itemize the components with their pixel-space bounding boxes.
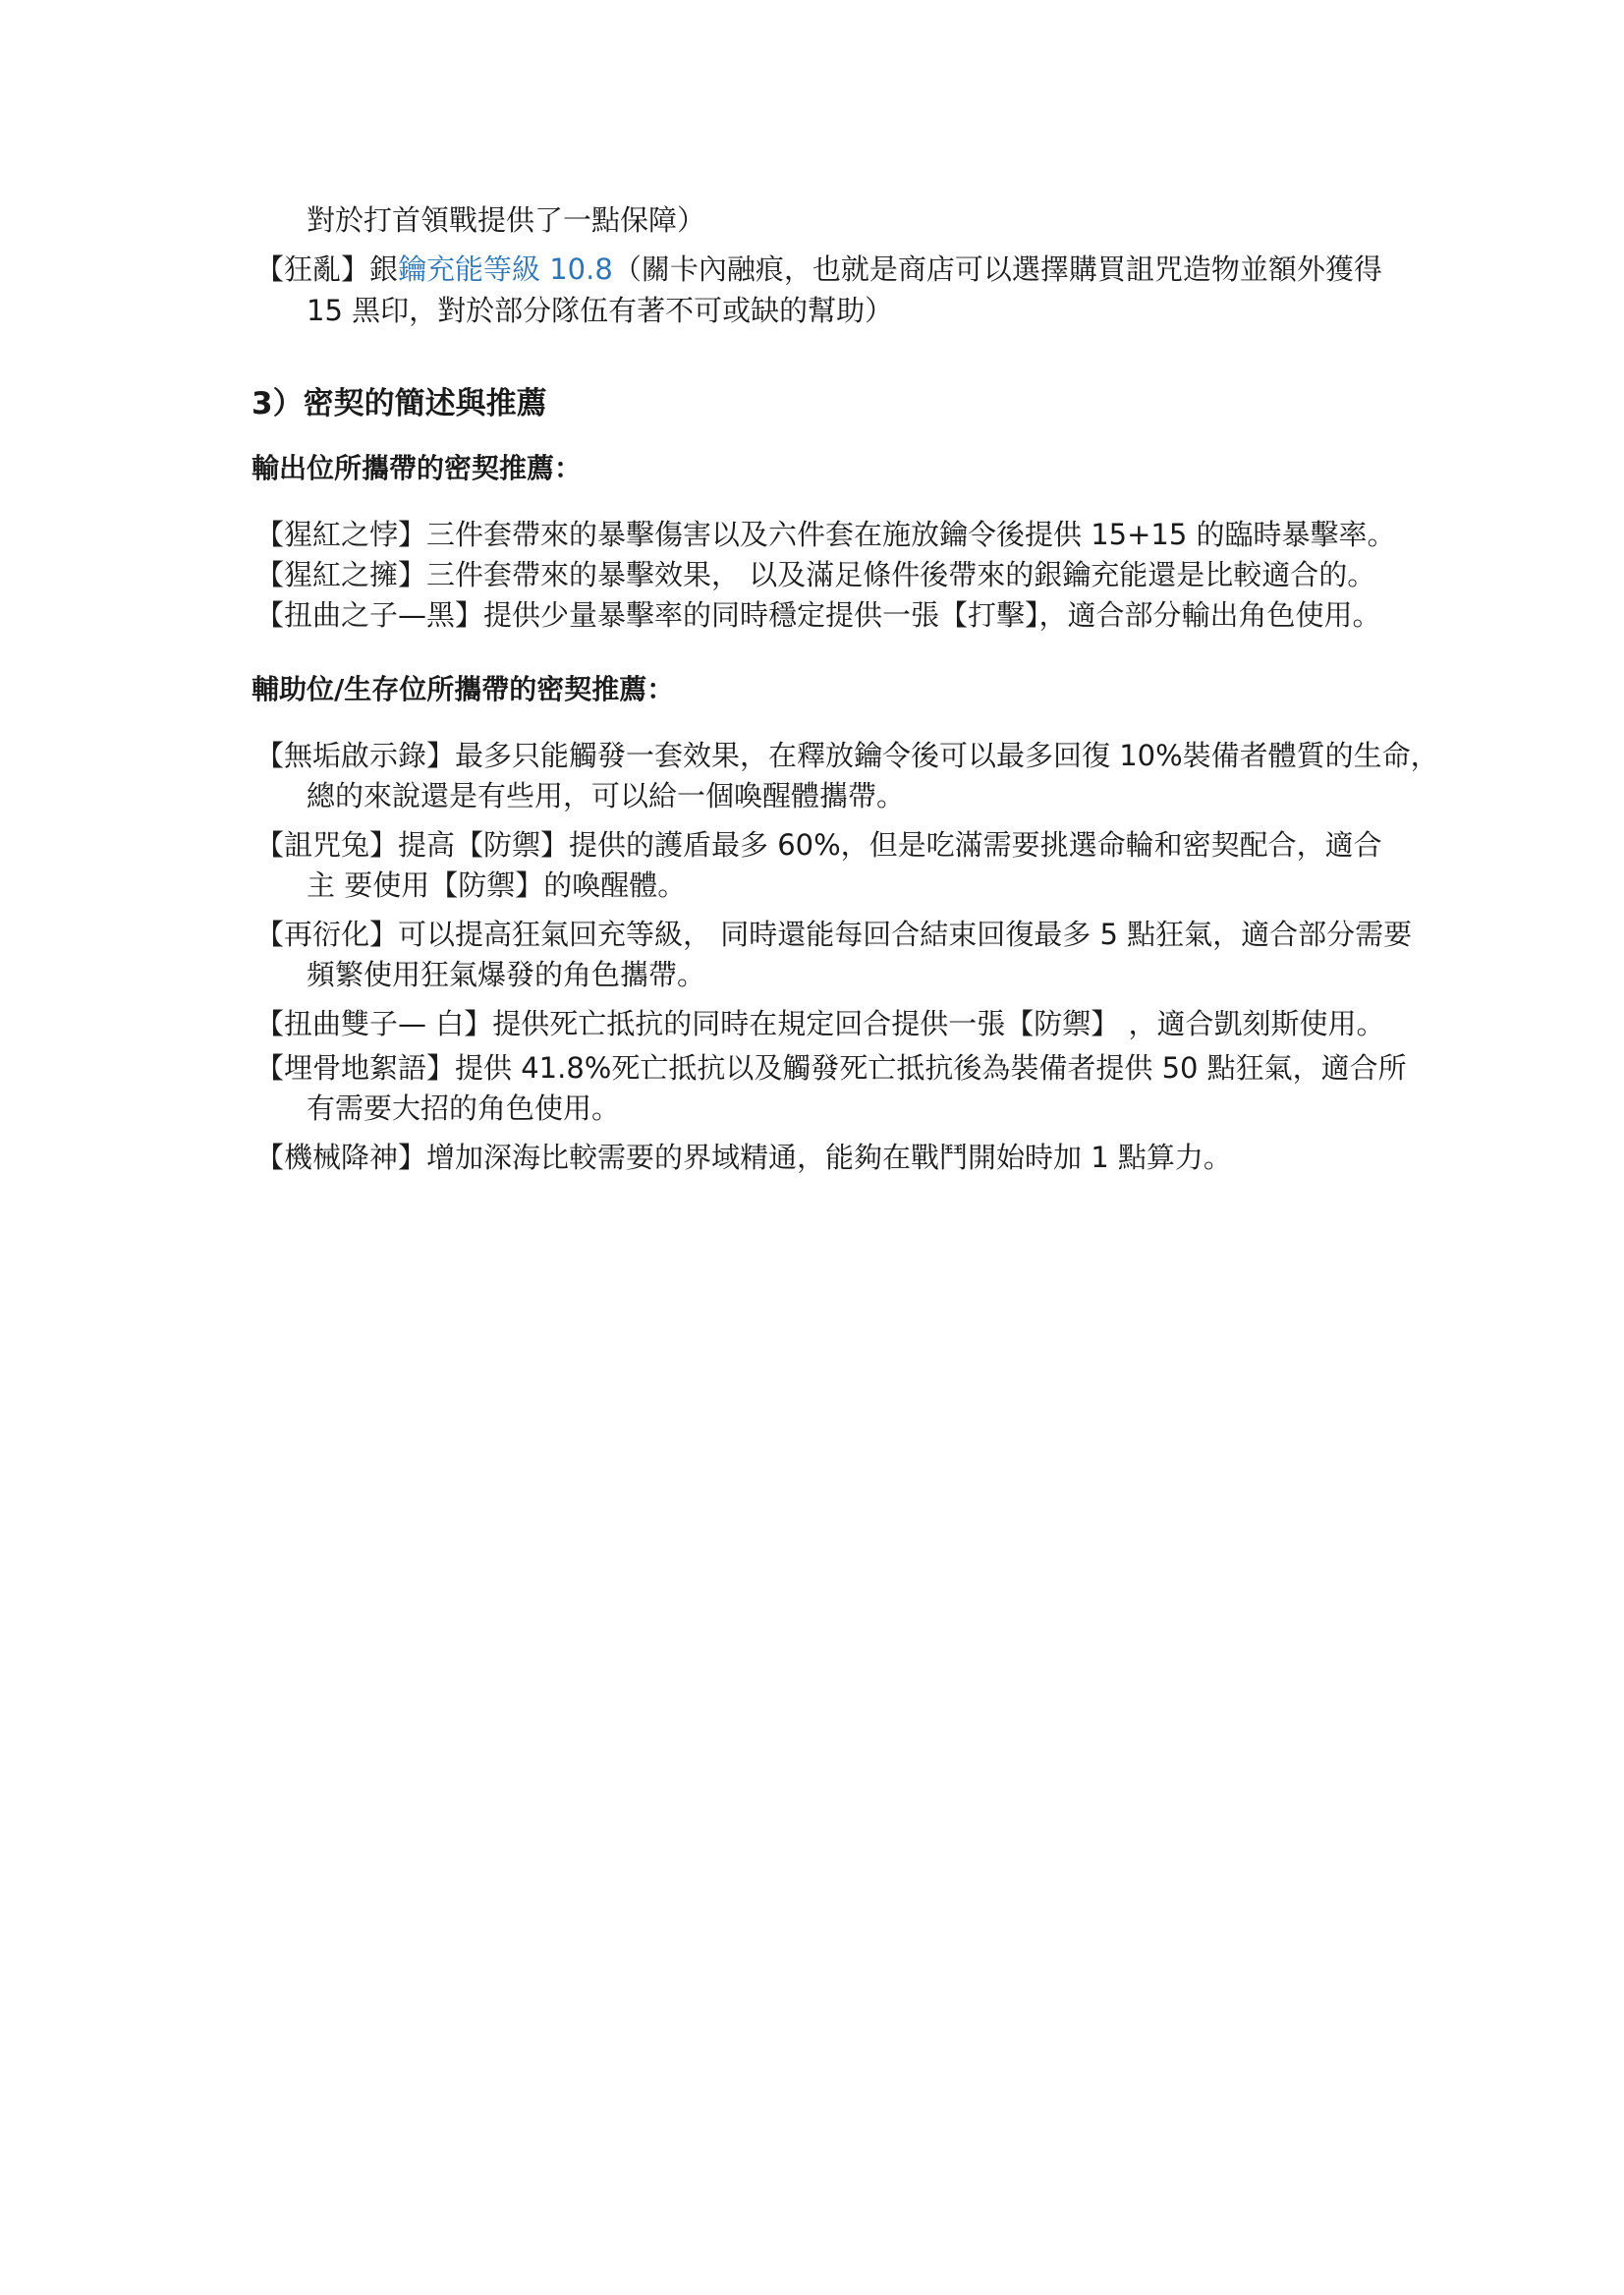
- intro-line-2: [255, 250, 1382, 289]
- support-item: 【埋骨地絮語】提供 41.8%死亡抵抗以及觸發死亡抵抗後為裝備者提供 50 點狂氣，適合所: [255, 1051, 1407, 1085]
- intro-line-2-suffix: （關卡內融痕，也就是商店可以選擇購買詛咒造物並額外獲得: [612, 252, 1382, 286]
- support-item: 【無垢啟示錄】最多只能觸發一套效果，在釋放鑰令後可以最多回復 10%裝備者體質的生命，: [255, 739, 1439, 772]
- support-item: 【機械降神】增加深海比較需要的界域精通，能夠在戰鬥開始時加 1 點算力。: [255, 1141, 1232, 1174]
- support-item-continued: 總的來說還是有些用，可以給一個喚醒體攜帶。: [307, 779, 906, 812]
- intro-line-3: 15 黑印，對於部分隊伍有著不可或缺的幫助）: [307, 294, 894, 327]
- support-item-continued: 頻繁使用狂氣爆發的角色攜帶。: [307, 958, 706, 991]
- output-item: 【扭曲之子—黑】提供少量暴擊率的同時穩定提供一張【打擊】，適合部分輸出角色使用。: [255, 598, 1381, 632]
- section-heading: 3）密契的簡述與推薦: [252, 386, 547, 421]
- support-heading: 輔助位/生存位所攜帶的密契推薦：: [252, 673, 675, 705]
- support-item: 【再衍化】可以提高狂氣回充等級， 同時還能每回合結束回復最多 5 點狂氣，適合部分需要: [255, 918, 1413, 951]
- output-item: 【猩紅之悖】三件套帶來的暴擊傷害以及六件套在施放鑰令後提供 15+15 的臨時暴擊率。: [255, 518, 1396, 551]
- support-item-continued: 有需要大招的角色使用。: [307, 1092, 621, 1125]
- support-item-continued: 主 要使用【防禦】的喚醒體。: [307, 868, 687, 902]
- silver-key-link[interactable]: 鑰充能等級 10.8: [398, 252, 613, 286]
- output-item: 【猩紅之擁】三件套帶來的暴擊效果， 以及滿足條件後帶來的銀鑰充能還是比較適合的。: [255, 558, 1376, 591]
- output-heading: 輸出位所攜帶的密契推薦：: [252, 452, 583, 484]
- intro-line-2-prefix: 【狂亂】銀: [255, 252, 399, 286]
- support-item: 【扭曲雙子— 白】提供死亡抵抗的同時在規定回合提供一張【防禦】 ，適合凱刻斯使用。: [255, 1007, 1385, 1040]
- intro-line-1: 對於打首領戰提供了一點保障）: [307, 203, 706, 237]
- support-item: 【詛咒兔】提高【防禦】提供的護盾最多 60%，但是吃滿需要挑選命輪和密契配合，適合: [255, 828, 1382, 862]
